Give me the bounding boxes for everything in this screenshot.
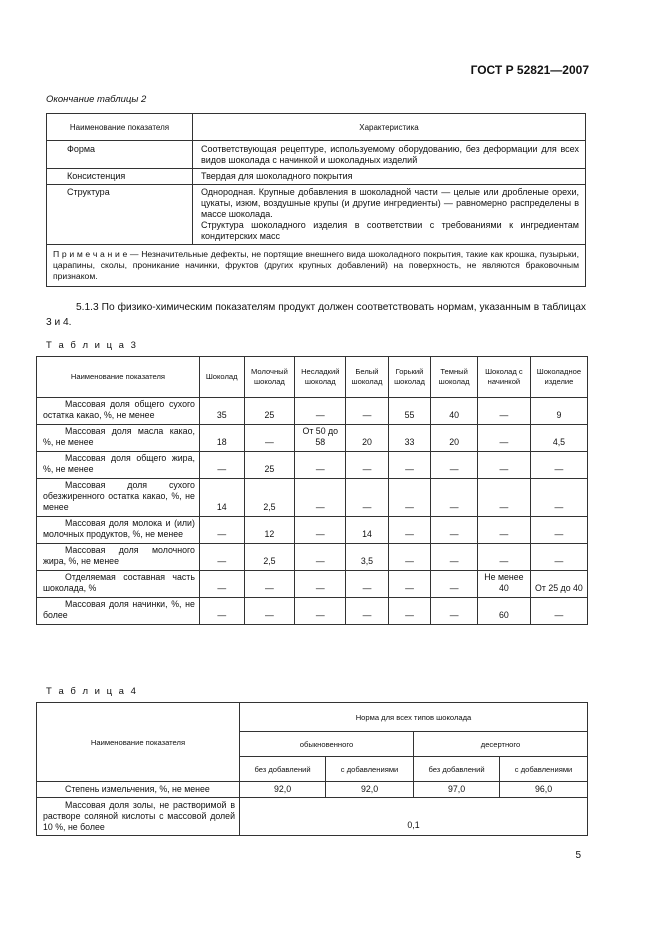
t3-cell: — xyxy=(477,452,530,479)
t3-cell: — xyxy=(388,571,431,598)
t3-cell: 20 xyxy=(431,425,478,452)
t3-cell: — xyxy=(295,598,346,625)
t3-header: Шоколад xyxy=(199,357,244,398)
t3-cell: — xyxy=(431,544,478,571)
t4-cell: 92,0 xyxy=(240,782,326,798)
t3-cell: — xyxy=(477,544,530,571)
t4-leaf: с добавлениями xyxy=(500,757,588,782)
t3-cell: Не менее 40 xyxy=(477,571,530,598)
t4-leaf: без добавлений xyxy=(240,757,326,782)
t3-row-name xyxy=(37,598,200,625)
t3-cell: 40 xyxy=(431,398,478,425)
t3-cell: 14 xyxy=(346,517,389,544)
table-row xyxy=(37,598,588,625)
t4-sub2: десертного xyxy=(413,732,587,757)
t4-cell: 97,0 xyxy=(413,782,499,798)
t3-cell: 60 xyxy=(477,598,530,625)
t4-cell: 96,0 xyxy=(500,782,588,798)
t3-cell: 55 xyxy=(388,398,431,425)
t2-row-name: Консистенция xyxy=(47,169,193,185)
t3-cell: — xyxy=(431,598,478,625)
t3-cell: — xyxy=(199,517,244,544)
t3-cell: — xyxy=(530,598,587,625)
t3-cell: 20 xyxy=(346,425,389,452)
t3-cell: — xyxy=(295,544,346,571)
t4-row-name: Степень измельчения, %, не менее xyxy=(37,782,240,798)
t3-cell: — xyxy=(477,398,530,425)
t3-row-name-text: Массовая доля общего жира, %, не менее xyxy=(43,453,195,474)
t3-cell: — xyxy=(388,452,431,479)
t3-cell: — xyxy=(244,598,295,625)
t3-cell: — xyxy=(388,479,431,517)
t3-cell: 9 xyxy=(530,398,587,425)
t3-cell: — xyxy=(431,452,478,479)
t3-cell: — xyxy=(530,517,587,544)
table-row xyxy=(47,185,586,245)
t3-cell: 2,5 xyxy=(244,544,295,571)
t3-cell: — xyxy=(295,479,346,517)
table-row xyxy=(47,141,586,169)
t3-cell: — xyxy=(295,571,346,598)
t2-row-desc: Соответствующая рецептуре, используемому оборудованию, без деформации для всех видов шоколада с начинкой и шоколадных изделий xyxy=(193,141,586,169)
t3-header: Наименование показателя xyxy=(37,357,200,398)
t4-cell: 0,1 xyxy=(240,798,588,836)
t3-row-name-text: Массовая доля масла какао, %, не менее xyxy=(43,426,195,447)
t3-header: Шоколадное изделие xyxy=(530,357,587,398)
t3-row-name xyxy=(37,398,200,425)
t3-row-name-text: Отделяемая составная часть шоколада, % xyxy=(43,572,195,593)
t3-header: Молочный шоколад xyxy=(244,357,295,398)
t2-row-name: Форма xyxy=(47,141,193,169)
t3-row-name-text: Массовая доля сухого обезжиренного остатка какао, %, не менее xyxy=(43,480,195,512)
t3-row-name xyxy=(37,479,200,517)
t3-cell: — xyxy=(295,517,346,544)
t3-cell: — xyxy=(244,425,295,452)
t3-cell: — xyxy=(346,479,389,517)
t4-col-name: Наименование показателя xyxy=(37,703,240,782)
t3-row-name xyxy=(37,571,200,598)
t3-cell: 2,5 xyxy=(244,479,295,517)
t4-cell: 92,0 xyxy=(326,782,414,798)
t4-row-name xyxy=(37,798,240,836)
t3-header: Белый шоколад xyxy=(346,357,389,398)
table-row xyxy=(37,398,588,425)
t2-row-desc xyxy=(193,185,586,245)
t3-cell: 12 xyxy=(244,517,295,544)
t4-group: Норма для всех типов шоколада xyxy=(240,703,588,732)
t3-cell: — xyxy=(244,571,295,598)
t3-cell: 14 xyxy=(199,479,244,517)
t3-header: Темный шоколад xyxy=(431,357,478,398)
t3-cell: — xyxy=(530,479,587,517)
t3-cell: 25 xyxy=(244,398,295,425)
t3-cell: От 50 до 58 xyxy=(295,425,346,452)
t2-col-char: Характеристика xyxy=(193,114,586,141)
t3-cell: — xyxy=(346,598,389,625)
paragraph-5-1-3: 5.1.3 По физико-химическим показателям продукт должен соответствовать нормам, указанным в таблицах 3 и 4. xyxy=(46,302,586,328)
table-row xyxy=(37,425,588,452)
table-row xyxy=(37,571,588,598)
t3-cell: — xyxy=(199,571,244,598)
table-2 xyxy=(46,113,586,287)
table-row xyxy=(37,479,588,517)
t3-row-name-text: Массовая доля молочного жира, %, не менее xyxy=(43,545,195,566)
table-row xyxy=(37,452,588,479)
table2-caption: Окончание таблицы 2 xyxy=(46,94,147,105)
t3-cell: 3,5 xyxy=(346,544,389,571)
table-row xyxy=(37,782,588,798)
t3-cell: — xyxy=(295,452,346,479)
t3-cell: — xyxy=(431,517,478,544)
t4-leaf: без добавлений xyxy=(413,757,499,782)
t3-cell: — xyxy=(530,544,587,571)
t3-row-name xyxy=(37,544,200,571)
t3-cell: — xyxy=(477,517,530,544)
table-row xyxy=(37,517,588,544)
t3-row-name-text: Массовая доля начинки, %, не более xyxy=(43,599,195,620)
t2-desc-part2: Структура шоколадного изделия в соответствии с требованиями к ингредиентам кондитерских масс xyxy=(201,220,579,241)
t3-cell: — xyxy=(431,479,478,517)
t3-cell: — xyxy=(388,598,431,625)
table4-caption: Т а б л и ц а 4 xyxy=(46,686,138,697)
t2-row-name: Структура xyxy=(47,185,193,245)
t4-leaf: с добавлениями xyxy=(326,757,414,782)
t2-row-desc: Твердая для шоколадного покрытия xyxy=(193,169,586,185)
t3-cell: 33 xyxy=(388,425,431,452)
t3-header: Несладкий шоколад xyxy=(295,357,346,398)
t3-cell: — xyxy=(388,544,431,571)
t3-header: Шоколад с начинкой xyxy=(477,357,530,398)
t4-row2-text: Массовая доля золы, не растворимой в растворе соляной кислоты с массовой долей 10 %, не более xyxy=(43,800,235,832)
t3-cell: — xyxy=(199,452,244,479)
standard-code: ГОСТ Р 52821—2007 xyxy=(470,63,589,77)
t3-cell: — xyxy=(477,479,530,517)
table-row xyxy=(37,798,588,836)
t3-cell: — xyxy=(199,544,244,571)
t2-col-name: Наименование показателя xyxy=(47,114,193,141)
t3-cell: — xyxy=(295,398,346,425)
table-row xyxy=(47,169,586,185)
t3-cell: — xyxy=(346,452,389,479)
t3-cell: 25 xyxy=(244,452,295,479)
t4-sub1: обыкновенного xyxy=(240,732,414,757)
t3-cell: 18 xyxy=(199,425,244,452)
t3-row-name xyxy=(37,425,200,452)
t3-cell: — xyxy=(346,571,389,598)
t3-row-name xyxy=(37,517,200,544)
t3-row-name-text: Массовая доля молока и (или) молочных продуктов, %, не менее xyxy=(43,518,195,539)
t3-cell: — xyxy=(199,598,244,625)
t3-cell: — xyxy=(431,571,478,598)
t3-row-name-text: Массовая доля общего сухого остатка какао, %, не менее xyxy=(43,399,195,420)
t3-header: Горький шоколад xyxy=(388,357,431,398)
table-row xyxy=(37,544,588,571)
page-number: 5 xyxy=(575,850,581,861)
t3-cell: 4,5 xyxy=(530,425,587,452)
t2-note: П р и м е ч а н и е — Незначительные дефекты, не портящие внешнего вида шоколадного покрытия, такие как крошка, пузырьки, царапины, сколы, проникание начинки, фруктов (других крупных добавлений) на поверхность, не являются браковочным признаком. xyxy=(47,245,586,287)
t3-cell: 35 xyxy=(199,398,244,425)
table3-caption: Т а б л и ц а 3 xyxy=(46,340,138,351)
t3-cell: — xyxy=(477,425,530,452)
t3-row-name xyxy=(37,452,200,479)
table-3 xyxy=(36,356,588,625)
t3-cell: — xyxy=(530,452,587,479)
t3-cell: — xyxy=(388,517,431,544)
t3-cell: — xyxy=(346,398,389,425)
t3-cell: От 25 до 40 xyxy=(530,571,587,598)
table-4 xyxy=(36,702,588,836)
t2-desc-part1: Однородная. Крупные добавления в шоколадной части — целые или дробленые орехи, цукаты, изюм, воздушные крупы (и другие ингредиенты) — равномерно распределены в массе шоколада. xyxy=(201,187,579,219)
